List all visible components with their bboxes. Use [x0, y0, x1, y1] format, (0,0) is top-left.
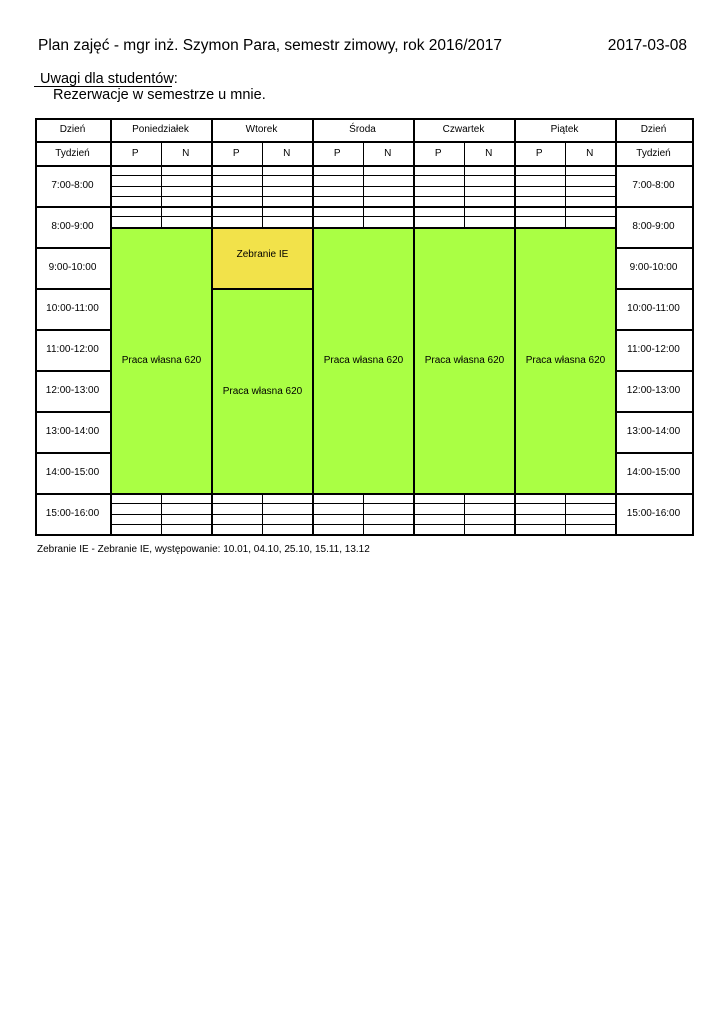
hour-label-right: 13:00-14:00: [626, 426, 681, 437]
hour-label-left: 11:00-12:00: [46, 344, 99, 355]
day-header: Piątek: [550, 124, 579, 135]
table-border-left: [35, 118, 37, 536]
event-label: Praca własna 620: [323, 355, 404, 367]
schedule-event[interactable]: [211, 227, 314, 291]
day-header-left: Dzień: [59, 124, 86, 135]
week-header-left: Tydzień: [55, 147, 90, 159]
event-label: Praca własna 620: [525, 355, 606, 367]
footer-legend: Zebranie IE - Zebranie IE, występowanie: 10.01, 04.10, 25.10, 15.11, 13.12: [37, 544, 370, 555]
day-header: Środa: [349, 124, 376, 135]
hour-label-right: 12:00-13:00: [626, 385, 681, 396]
day-header-right: Dzień: [640, 124, 667, 135]
notes-text: Rezerwacje w semestrze u mnie.: [53, 87, 266, 103]
schedule-event[interactable]: [514, 227, 617, 496]
event-label: Praca własna 620: [424, 355, 505, 367]
hour-label-right: 14:00-15:00: [626, 467, 681, 478]
week-header-right: Tydzień: [636, 147, 671, 159]
hour-label-left: 8:00-9:00: [51, 221, 94, 232]
schedule-event[interactable]: [110, 227, 213, 496]
hour-line: [35, 165, 692, 167]
week-header: P: [333, 147, 341, 159]
hour-label-right: 7:00-8:00: [632, 180, 675, 191]
hour-label-left: 14:00-15:00: [45, 467, 100, 478]
hour-label-left: 12:00-13:00: [45, 385, 100, 396]
week-header: P: [535, 147, 543, 159]
hour-label-left: 10:00-11:00: [46, 303, 99, 314]
hour-line: [35, 206, 692, 208]
week-header: P: [434, 147, 442, 159]
week-header: N: [586, 147, 594, 159]
header-divider: [35, 141, 692, 143]
hour-label-right: 15:00-16:00: [626, 508, 681, 519]
schedule-event[interactable]: [211, 288, 314, 495]
page-title: Plan zajęć - mgr inż. Szymon Para, semestr zimowy, rok 2016/2017: [38, 37, 503, 54]
week-header: N: [283, 147, 291, 159]
hour-label-right: 9:00-10:00: [629, 262, 678, 273]
hour-line: [35, 534, 692, 536]
day-header: Wtorek: [245, 124, 278, 135]
day-header: Czwartek: [442, 124, 485, 135]
event-label: Praca własna 620: [121, 355, 202, 367]
week-header: P: [131, 147, 139, 159]
schedule-event[interactable]: [413, 227, 516, 496]
week-header: P: [232, 147, 240, 159]
week-header: N: [182, 147, 190, 159]
hour-label-left: 9:00-10:00: [48, 262, 97, 273]
hour-label-right: 11:00-12:00: [627, 344, 680, 355]
week-header: N: [384, 147, 392, 159]
hour-label-right: 8:00-9:00: [632, 221, 675, 232]
event-label: Zebranie IE: [236, 248, 289, 260]
hour-label-left: 13:00-14:00: [45, 426, 100, 437]
week-header: N: [485, 147, 493, 159]
table-border-right: [692, 118, 694, 536]
table-border-top: [35, 118, 692, 120]
event-label: Praca własna 620: [222, 386, 303, 397]
schedule-event[interactable]: [312, 227, 415, 496]
hour-label-left: 15:00-16:00: [45, 508, 100, 519]
day-header: Poniedziałek: [132, 124, 189, 135]
hour-label-right: 10:00-11:00: [627, 303, 680, 314]
hour-label-left: 7:00-8:00: [51, 180, 94, 191]
print-date: 2017-03-08: [607, 37, 687, 54]
notes-heading: Uwagi dla studentów:: [40, 71, 178, 87]
